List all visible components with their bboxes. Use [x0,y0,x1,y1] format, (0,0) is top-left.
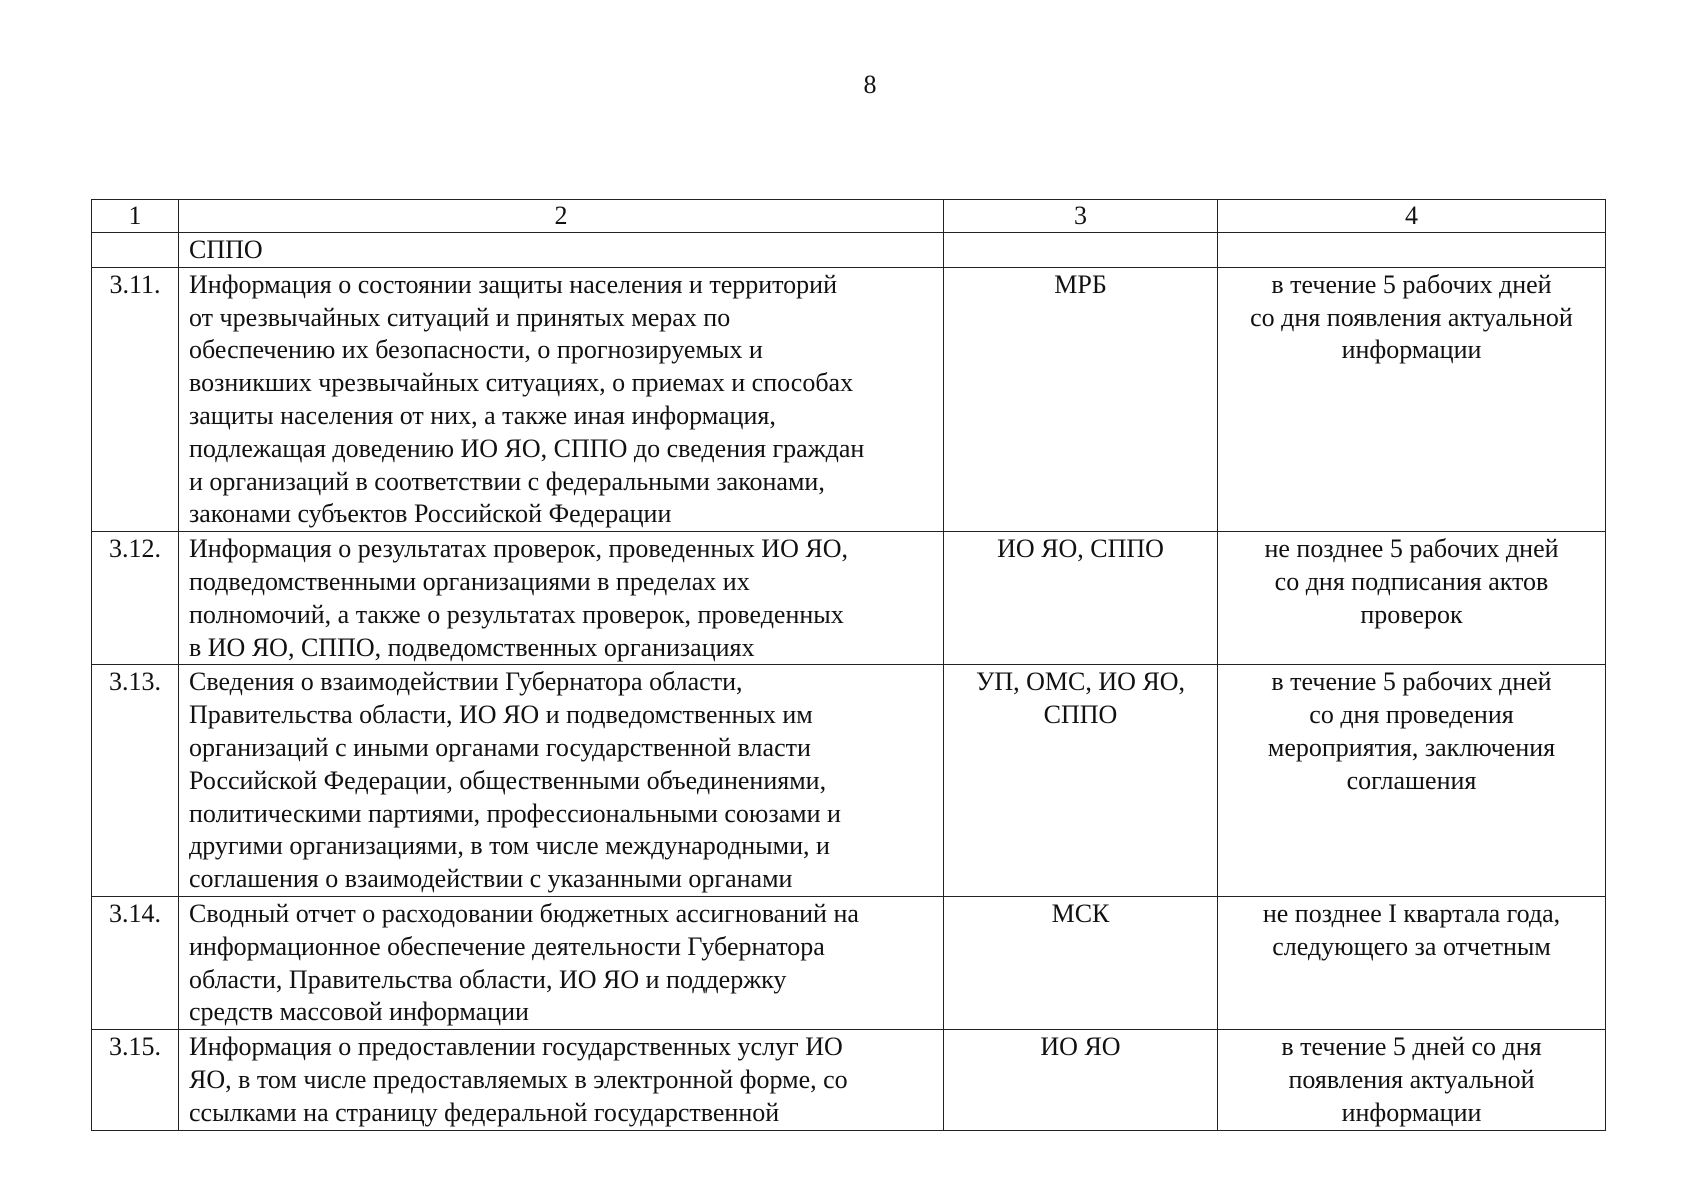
row-description [179,1030,944,1130]
deadline-line: в течение 5 рабочих дней [1271,269,1552,299]
description-line: Сводный отчет о расходовании бюджетных ассигнований на [189,898,859,928]
row-deadline [1218,896,1606,1029]
column-number-4: 4 [1218,200,1606,233]
description-line: и организаций в соответствии с федеральными законами, [189,466,825,496]
description-line: возникших чрезвычайных ситуациях, о приемах и способах [189,368,854,398]
information-table [91,199,1606,1131]
description-line: ЯО, в том числе предоставляемых в электронной форме, со [189,1064,848,1094]
deadline-line: в течение 5 дней со дня [1281,1032,1542,1062]
description-line: средств массовой информации [189,997,529,1027]
table-row [92,532,1606,665]
responsible-line: ИО ЯО, СППО [997,534,1164,564]
table-row [92,267,1606,531]
deadline-line: информации [1341,335,1482,365]
row-responsible [944,267,1218,531]
table-header-row [92,200,1606,233]
table-row [92,665,1606,897]
empty-cell [92,233,179,268]
description-line: Сведения о взаимодействии Губернатора области, [189,667,743,697]
row-responsible [944,532,1218,665]
row-description [179,665,944,897]
row-responsible [944,665,1218,897]
description-line: соглашения о взаимодействии с указанными органами [189,864,793,894]
description-line: подведомственными организациями в пределах их [189,566,750,596]
description-line: политическими партиями, профессиональными союзами и [189,798,841,828]
row-deadline [1218,665,1606,897]
description-line: Правительства области, ИО ЯО и подведомственных им [189,700,813,730]
description-line: защиты населения от них, а также иная информация, [189,400,776,430]
description-line: в ИО ЯО, СППО, подведомственных организациях [189,632,755,662]
deadline-line: соглашения [1346,765,1477,795]
table-row [92,1030,1606,1130]
deadline-line: со дня подписания актов [1274,566,1549,596]
empty-cell [944,233,1218,268]
column-number-2: 2 [179,200,944,233]
row-description [179,532,944,665]
deadline-line: проверок [1360,599,1463,629]
responsible-line: ИО ЯО [1040,1032,1121,1062]
row-number: 3.11. [92,267,179,531]
description-line: Российской Федерации, общественными объединениями, [189,765,827,795]
row-number: 3.12. [92,532,179,665]
table-row-continuation [92,233,1606,268]
row-description [179,896,944,1029]
description-line: информационное обеспечение деятельности Губернатора [189,931,825,961]
deadline-line: не позднее 5 рабочих дней [1264,534,1559,564]
description-line: Информация о состоянии защиты населения и территорий [189,269,838,299]
continuation-text: СППО [179,233,944,268]
description-line: Информация о предоставлении государственных услуг ИО [189,1032,843,1062]
column-number-3: 3 [944,200,1218,233]
description-line: области, Правительства области, ИО ЯО и поддержку [189,964,787,994]
row-deadline [1218,532,1606,665]
responsible-line: УП, ОМС, ИО ЯО, [975,667,1186,697]
description-line: Информация о результатах проверок, проведенных ИО ЯО, [189,534,848,564]
row-deadline [1218,267,1606,531]
description-line: другими организациями, в том числе международными, и [189,831,830,861]
deadline-line: со дня появления актуальной [1250,302,1573,332]
responsible-line: СППО [1043,700,1118,730]
page-number: 8 [863,70,877,99]
deadline-line: со дня проведения [1309,700,1514,730]
deadline-line: следующего за отчетным [1272,931,1551,961]
description-line: подлежащая доведению ИО ЯО, СППО до сведения граждан [189,433,865,463]
description-line: полномочий, а также о результатах проверок, проведенных [189,599,844,629]
table-row [92,896,1606,1029]
deadline-line: информации [1341,1097,1482,1127]
row-description [179,267,944,531]
responsible-line: МРБ [1054,269,1107,299]
row-number: 3.14. [92,896,179,1029]
row-number: 3.15. [92,1030,179,1130]
empty-cell [1218,233,1606,268]
description-line: обеспечению их безопасности, о прогнозируемых и [189,335,763,365]
row-responsible [944,896,1218,1029]
row-deadline [1218,1030,1606,1130]
deadline-line: в течение 5 рабочих дней [1271,667,1552,697]
description-line: ссылками на страницу федеральной государственной [189,1097,780,1127]
row-responsible [944,1030,1218,1130]
responsible-line: МСК [1051,898,1110,928]
description-line: от чрезвычайных ситуаций и принятых мерах по [189,302,731,332]
description-line: организаций с иными органами государственной власти [189,732,811,762]
deadline-line: мероприятия, заключения [1267,732,1556,762]
deadline-line: не позднее I квартала года, [1262,898,1561,928]
row-number: 3.13. [92,665,179,897]
deadline-line: появления актуальной [1288,1064,1535,1094]
description-line: законами субъектов Российской Федерации [189,499,672,529]
column-number-1: 1 [92,200,179,233]
